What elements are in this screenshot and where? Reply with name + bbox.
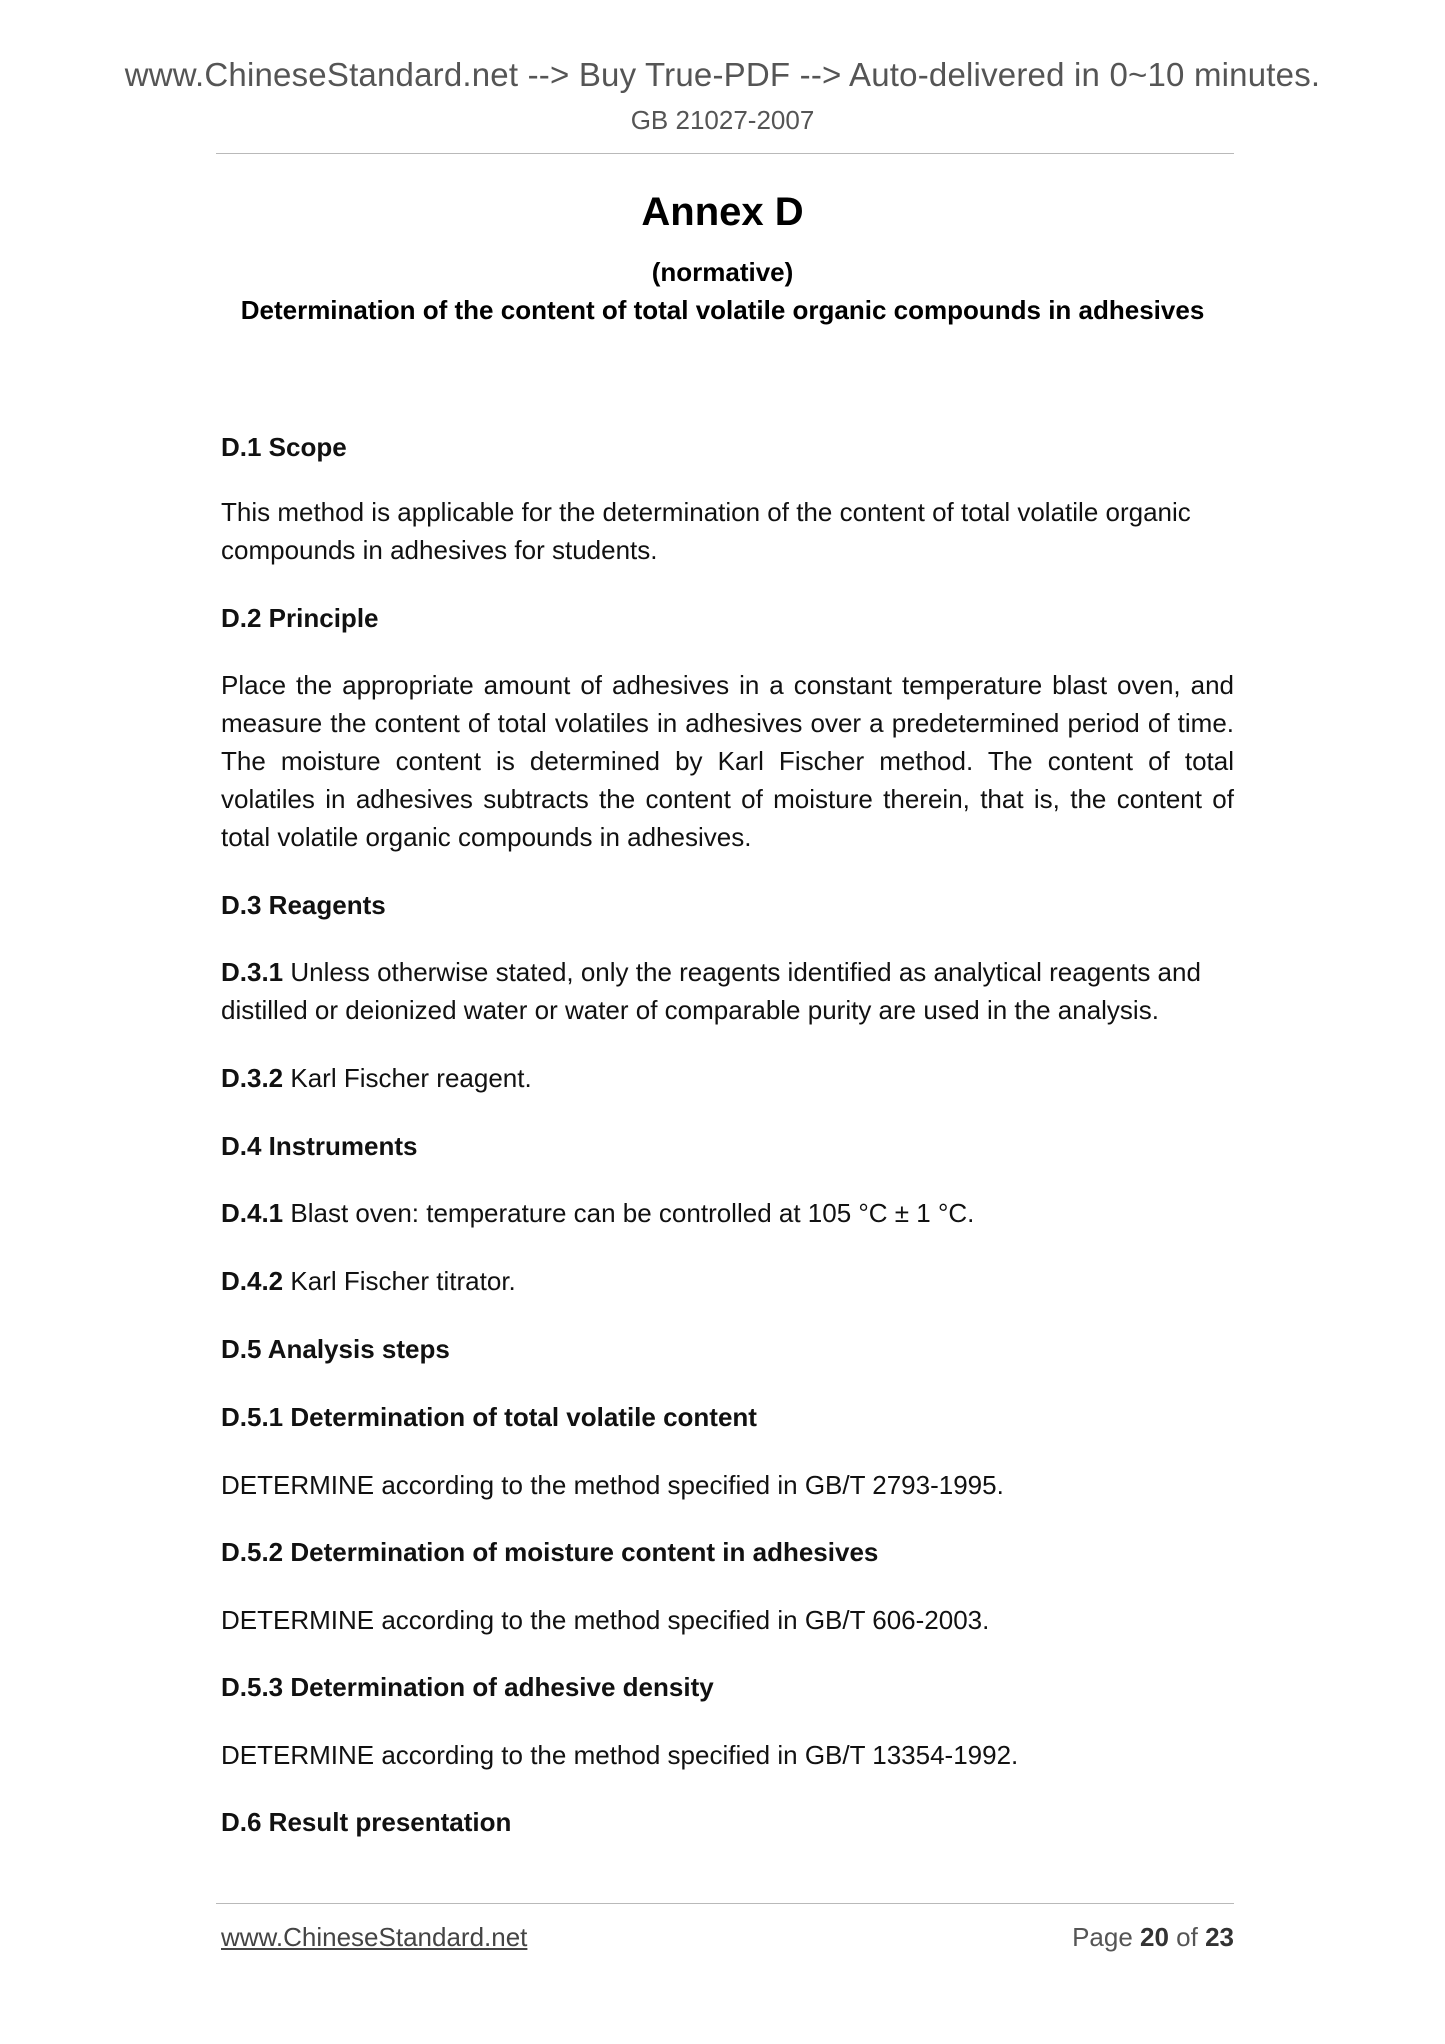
section-heading-d2: D.2 Principle (221, 603, 379, 633)
subsection-heading-d51: D.5.1 Determination of total volatile content (221, 1402, 757, 1432)
clause-d31-line1 (221, 953, 1234, 991)
footer-divider (216, 1903, 1234, 1904)
header-banner: www.ChineseStandard.net --> Buy True-PDF --> Auto-delivered in 0~10 minutes. (124, 56, 1321, 93)
footer-site-link[interactable]: www.ChineseStandard.net (221, 1922, 528, 1952)
paragraph-d2-line2: measure the content of total volatiles in adhesives over a predetermined period of time. (221, 708, 1234, 738)
annex-type: (normative) (651, 257, 794, 287)
annex-title: Annex D (641, 190, 804, 234)
page-of: of (1168, 1922, 1206, 1952)
section-heading-d6: D.6 Result presentation (221, 1807, 512, 1837)
section-heading-d4: D.4 Instruments (221, 1131, 418, 1161)
clause-number: D.4.1 (221, 1198, 284, 1228)
header-divider (216, 153, 1234, 154)
paragraph-d2-line4: volatiles in adhesives subtracts the content of moisture therein, that is, the content of (221, 784, 1234, 814)
clause-number: D.3.1 (221, 957, 284, 987)
paragraph-d2-line5: total volatile organic compounds in adhesives. (221, 822, 752, 852)
section-heading-d3: D.3 Reagents (221, 890, 386, 920)
doc-number: GB 21027-2007 (630, 105, 815, 135)
clause-text: Karl Fischer titrator. (283, 1266, 516, 1296)
paragraph-d1-line2: compounds in adhesives for students. (221, 535, 658, 565)
subsection-heading-d53: D.5.3 Determination of adhesive density (221, 1672, 714, 1702)
subsection-heading-d52: D.5.2 Determination of moisture content in adhesives (221, 1537, 879, 1567)
page-total: 23 (1205, 1922, 1234, 1952)
section-heading-d1: D.1 Scope (221, 432, 347, 462)
page-label: Page (1072, 1922, 1141, 1952)
paragraph-d52: DETERMINE according to the method specified in GB/T 606-2003. (221, 1605, 990, 1635)
paragraph-d1-line1: This method is applicable for the determination of the content of total volatile organic (221, 497, 1191, 527)
paragraph-d51: DETERMINE according to the method specified in GB/T 2793-1995. (221, 1470, 1004, 1500)
clause-text: Blast oven: temperature can be controlled at 105 °C ± 1 °C. (283, 1198, 975, 1228)
page-current: 20 (1140, 1922, 1169, 1952)
clause-text: Unless otherwise stated, only the reagents identified as analytical reagents and (283, 957, 1201, 987)
clause-number: D.3.2 (221, 1063, 284, 1093)
clause-d31-line2: distilled or deionized water or water of comparable purity are used in the analysis. (221, 995, 1159, 1025)
clause-number: D.4.2 (221, 1266, 284, 1296)
clause-d41 (221, 1194, 1234, 1232)
paragraph-d2-line3: The moisture content is determined by Karl Fischer method. The content of total (221, 746, 1234, 776)
paragraph-d2-line1: Place the appropriate amount of adhesives in a constant temperature blast oven, and (221, 670, 1234, 700)
clause-d42 (221, 1262, 1234, 1300)
paragraph-d53: DETERMINE according to the method specified in GB/T 13354-1992. (221, 1740, 1019, 1770)
page-indicator (1072, 1922, 1234, 1953)
clause-text: Karl Fischer reagent. (283, 1063, 532, 1093)
clause-d32 (221, 1059, 1234, 1097)
annex-subtitle: Determination of the content of total volatile organic compounds in adhesives (240, 295, 1205, 325)
section-heading-d5: D.5 Analysis steps (221, 1334, 450, 1364)
